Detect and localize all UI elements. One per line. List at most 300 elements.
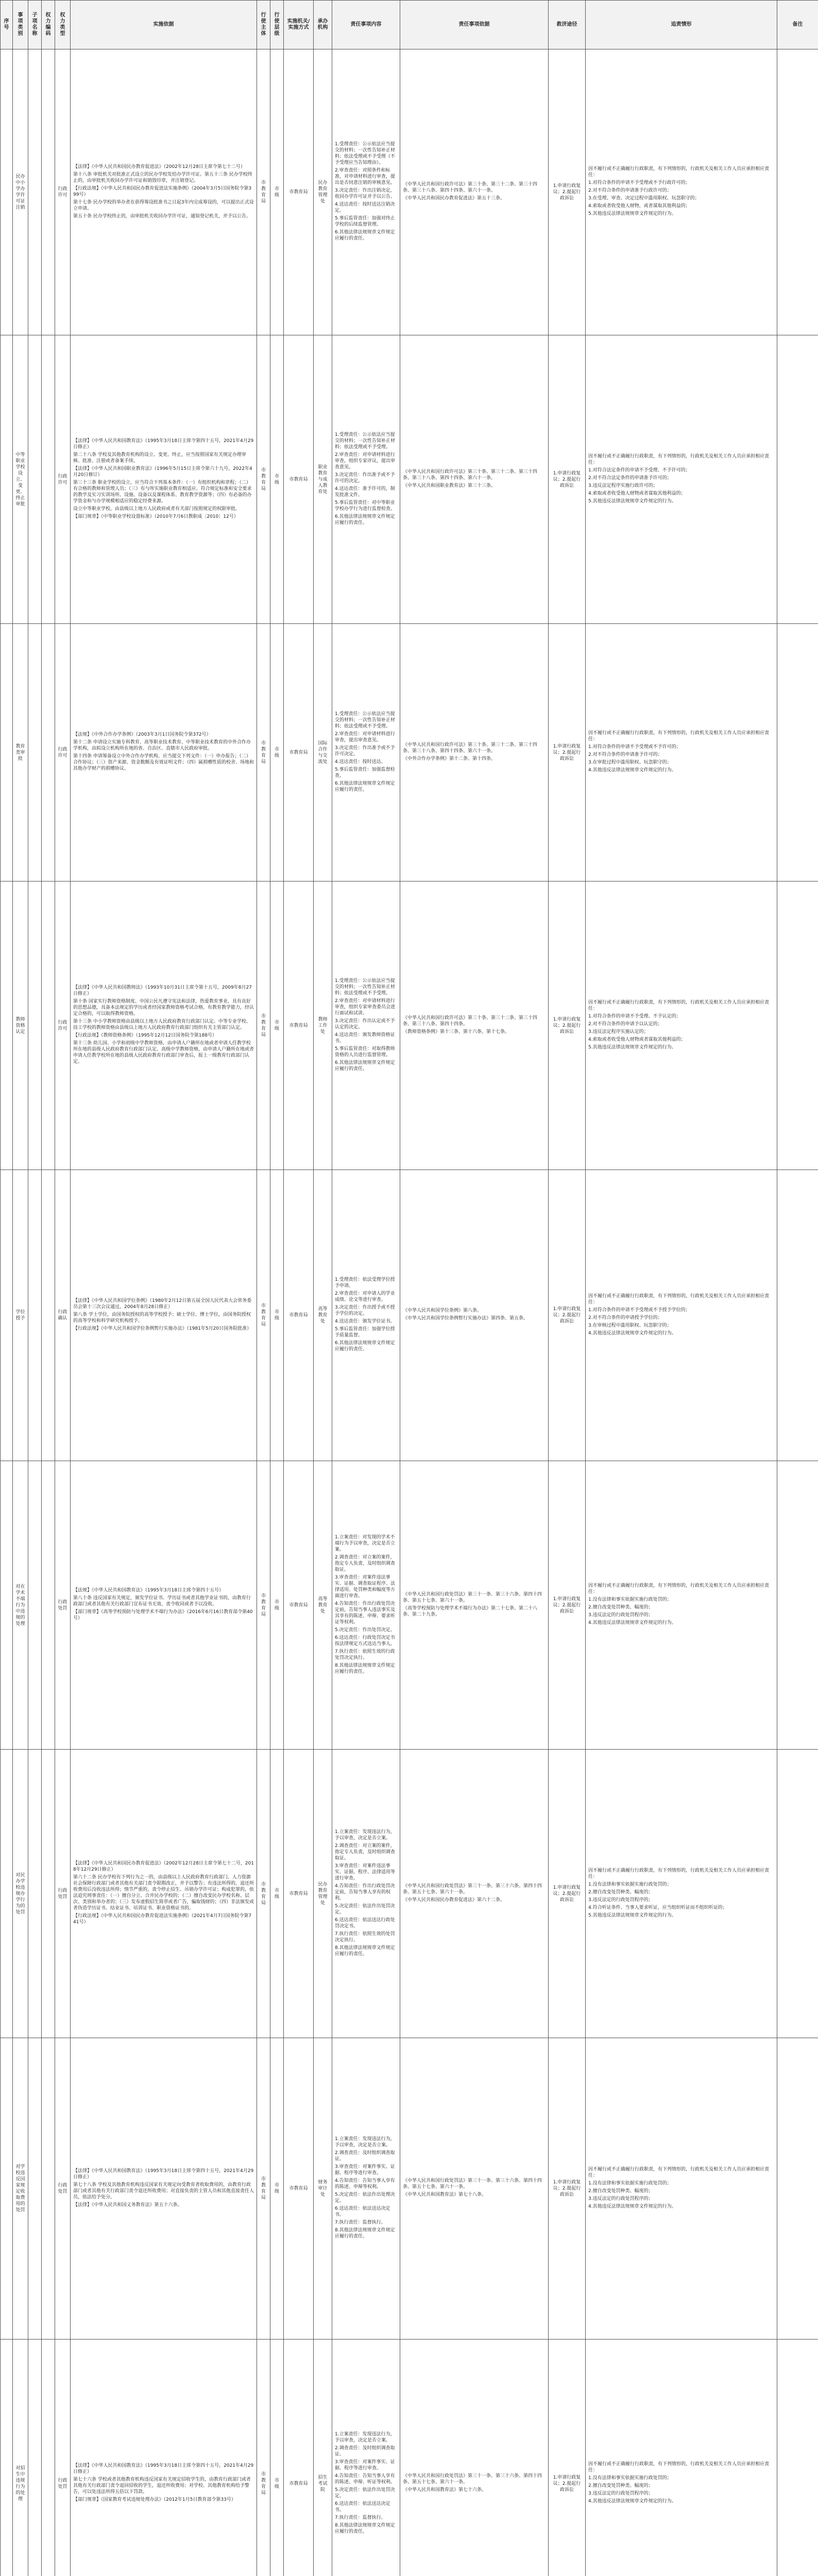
resp-paragraph: 6.其他法律法规规章文件规定应履行的责任。: [335, 514, 395, 526]
remedy-cell: 1.申请行政复议；2.提起行政诉讼: [549, 1170, 586, 1461]
remedy-cell: 1.申请行政复议；2.提起行政诉讼: [549, 882, 586, 1170]
reason-paragraph: 因不履行或不正确履行行政职责，有下列情形的，行政机关及相关工作人员应承担相应责任：: [588, 1868, 770, 1879]
reason-cell: [586, 1750, 777, 2038]
table-row: [1, 1750, 818, 2038]
resp-paragraph: 8.其他法律法规规章文件规定应履行的责任。: [335, 1663, 395, 1674]
resp-paragraph: 6.其他法律法规规章文件规定应履行的责任。: [335, 230, 395, 241]
subitem-cell: [28, 2340, 42, 2576]
reason-paragraph: 2.擅自改变处罚种类、幅度的；: [588, 1605, 653, 1610]
resp-paragraph: 5.决定责任：作出处罚决定。: [335, 1627, 395, 1633]
resp-paragraph: 4.告知责任：告知当事人享有的陈述、申辩等权利。: [335, 2178, 395, 2190]
code-cell: [42, 624, 55, 882]
resp-basis-paragraph: 《高等学校预防与处理学术不端行为办法》第二十七条、第二十八条、第二十九条。: [403, 1605, 538, 1617]
basis-paragraph: 【法律】《中华人民共和国学位条例》（1980年2月12日第五届全国人民代表大会常务委员会第十三次会议通过，2004年8月28日修正）: [73, 1298, 252, 1310]
reason-paragraph: 2.对不符合条件的申请准予行政许可的；: [588, 188, 672, 193]
manner-cell: 市教育局: [284, 882, 314, 1170]
resp-basis-cell: [400, 1170, 549, 1461]
basis-paragraph: 【法律】《中华人民共和国教育法》（1995年3月18日主席令第四十五号，2021年4月29日修正）: [73, 2463, 254, 2475]
reason-cell: [586, 624, 777, 882]
type-cell: 行政处罚: [55, 2340, 71, 2576]
level-cell: 市级: [270, 2340, 284, 2576]
reason-paragraph: 3.违反法定的行政处罚程序的；: [588, 2491, 653, 2496]
reason-paragraph: 因不履行或不正确履行行政职责，有下列情形的，行政机关及相关工作人员应承担相应责任：: [588, 453, 770, 465]
basis-paragraph: 第二十八条 学校及其他教育机构的设立、变更、终止，应当按照国家有关规定办理审核、批准、注册或者备案手续。: [73, 452, 246, 464]
basis-cell: [71, 49, 257, 335]
basis-paragraph: 【法律】《中华人民共和国职业教育法》（1996年5月15日主席令第六十九号，2022年4月20日修订）: [73, 466, 252, 478]
resp-paragraph: 5.事后监管责任：对中等职业学校办学行为进行监督检查。: [335, 500, 396, 512]
resp-paragraph: 3.决定责任：作出授予或不授予学位的决定。: [335, 1305, 395, 1316]
subject-cell: 市教育局: [257, 882, 270, 1170]
basis-paragraph: 第十三条 幼儿园、小学和初级中学教师资格，由申请人户籍所在地或者申请人任教学校所在地的县级人民政府教育行政部门认定。高级中学教师资格，由申请人户籍所在地或者申请人任教学校所在地的县级人民政府教育行政部门审查后，报上一级教育行政部门认定。: [73, 1041, 254, 1064]
header-remedy: 救济途径: [549, 1, 586, 49]
resp-paragraph: 1.立案责任：对发现的学术不端行为予以审查，决定是否立案。: [335, 1534, 396, 1552]
note-cell: [777, 2038, 818, 2340]
basis-paragraph: 【法律】《中华人民共和国义务教育法》第五十六条。: [73, 2202, 182, 2208]
header-row: [1, 1, 818, 49]
resp-basis-cell: [400, 2340, 549, 2576]
resp-basis-cell: [400, 1461, 549, 1750]
basis-paragraph: 第十八条 审批机关对批准正式设立的民办学校发给办学许可证。第五十三条 民办学校终止的，由审批机关收回办学许可证和销毁印章，并注销登记。: [73, 172, 252, 183]
reason-paragraph: 5.其他违反法律法规规章文件规定的行为。: [588, 1044, 676, 1050]
basis-cell: [71, 335, 257, 624]
header-level: 行使层级: [270, 1, 284, 49]
resp-paragraph: 8.其他法律法规规章文件规定应履行的责任。: [335, 2228, 395, 2239]
dept-cell: 国际合作与交流处: [314, 624, 332, 882]
basis-cell: [71, 2038, 257, 2340]
type-cell: 行政处罚: [55, 1750, 71, 2038]
header-basis: 实施依据: [71, 1, 257, 49]
table-row: [1, 49, 818, 335]
note-cell: [777, 1461, 818, 1750]
basis-cell: [71, 1170, 257, 1461]
basis-paragraph: 【部门规章】《国家教育考试违规处理办法》（2012年1月5日教育部令第33号）: [73, 2497, 236, 2502]
subject-cell: 市教育局: [257, 2038, 270, 2340]
note-cell: [777, 882, 818, 1170]
note-cell: [777, 1750, 818, 2038]
remedy-cell: 1.申请行政复议；2.提起行政诉讼: [549, 2340, 586, 2576]
resp-paragraph: 4.送达责任：按时送达注销决定。: [335, 202, 395, 213]
header-subject: 行使主体: [257, 1, 270, 49]
resp-basis-paragraph: 《中华人民共和国教育法》第七十六条。: [403, 2487, 487, 2493]
basis-paragraph: 第五十条 民办学校终止的，由审批机关收回办学许可证，通知登记机关，并予以公告。: [73, 213, 251, 219]
type-cell: 行政处罚: [55, 1461, 71, 1750]
basis-paragraph: 第六十二条 民办学校有下列行为之一的，由县级以上人民政府教育行政部门、人力资源社会保障行政部门或者其他有关部门责令限期改正，并予以警告；有违法所得的，退还所收费用后没收违法所得；情节严重的，责令停止招生、吊销办学许可证；构成犯罪的，依法追究刑事责任：（一）擅自分立、合并民办学校的；（二）擅自改变民办学校名称、层次、类别和举办者的；（三）发布虚假招生简章或者广告，骗取钱财的；（四）非法颁发或者伪造学历证书、结业证书、培训证书、职业资格证书的。: [73, 1875, 254, 1911]
resp-paragraph: 6.其他法律法规规章文件规定应履行的责任。: [335, 1341, 395, 1352]
seq-cell: [1, 2340, 13, 2576]
basis-paragraph: 【法律】《中华人民共和国教育法》（1995年3月18日主席令第四十五号，2021年4月29日修正）: [73, 438, 254, 450]
reason-paragraph: 3.在审核过程中滥用职权、玩忽职守的；: [588, 1323, 672, 1328]
reason-paragraph: 3.在审批过程中滥用职权、玩忽职守的；: [588, 760, 672, 765]
resp-paragraph: 5.事后监管责任：加强监督检查。: [335, 767, 395, 778]
basis-paragraph: 第八条 学士学位，由国务院授权的高等学校授予；硕士学位、博士学位，由国务院授权的高等学校和科学研究机构授予。: [73, 1312, 251, 1324]
header-subitem: 子项名称: [28, 1, 42, 49]
table-row: [1, 1170, 818, 1461]
basis-paragraph: 【行政法规】《中华人民共和国民办教育促进法实施条例》（2004年3月5日国务院令第399号）: [73, 185, 252, 197]
table-body: [1, 49, 818, 2576]
reason-cell: [586, 335, 777, 624]
seq-cell: [1, 1170, 13, 1461]
resp-paragraph: 4.告知责任：作出行政处罚决定前，告知当事人违法事实及其享有的陈述、申辩、要求听证等权利。: [335, 1601, 396, 1625]
remedy-cell: 1.申请行政复议；2.提起行政诉讼: [549, 1750, 586, 2038]
resp-paragraph: 2.审查责任：对申请材料进行审查，提出审查意见。: [335, 731, 395, 743]
resp-basis-paragraph: 《中华人民共和国学位条例》第八条。: [403, 1308, 482, 1313]
reason-paragraph: 3.违反法定的行政处罚程序的；: [588, 2196, 653, 2201]
category-cell: 对民办学校违规办学行为的处罚: [13, 1750, 28, 2038]
manner-cell: 市教育局: [284, 1170, 314, 1461]
table-row: [1, 882, 818, 1170]
resp-paragraph: 4.送达责任：准予许可的，制发批准文件。: [335, 486, 395, 498]
code-cell: [42, 335, 55, 624]
reason-cell: [586, 1461, 777, 1750]
resp-basis-cell: [400, 2038, 549, 2340]
basis-paragraph: 【部门规章】《中等职业学校设置标准》（2010年7月6日教职成〔2010〕12号）: [73, 514, 238, 519]
header-note: 备注: [777, 1, 818, 49]
dept-cell: 招生考试院: [314, 2340, 332, 2576]
resp-basis-paragraph: 《中华人民共和国行政处罚法》第三十一条、第三十六条、第四十四条、第五十七条、第六十一条。: [403, 1883, 542, 1895]
table-row: [1, 335, 818, 624]
dept-cell: 高等教育处: [314, 1461, 332, 1750]
resp-paragraph: 3.审查责任：对案件违法事实、证据、调查取证程序、法律适用、处罚种类和幅度等方面进行审查。: [335, 1574, 396, 1599]
resp-basis-paragraph: 《中华人民共和国行政许可法》第三十条、第三十二条、第三十四条、第三十八条、第四十四条、第六十一条。: [403, 182, 538, 193]
subitem-cell: [28, 2038, 42, 2340]
resp-paragraph: 2.审查责任：对照条件和标准，对申请材料进行审查，提出是否同意注销的审核意见。: [335, 168, 396, 185]
reason-paragraph: 1.对符合条件的申请不予受理或不予许可的；: [588, 744, 681, 750]
seq-cell: [1, 1461, 13, 1750]
note-cell: [777, 1170, 818, 1461]
reason-paragraph: 3.在受理、审查、决定过程中滥用职权、玩忽职守的；: [588, 196, 700, 201]
basis-paragraph: 第十条 国家实行教师资格制度。中国公民凡遵守宪法和法律，热爱教育事业，具有良好的思想品德，具备本法规定的学历或者经国家教师资格考试合格，有教育教学能力，经认定合格的，可以取得教师资格。: [73, 999, 254, 1016]
resp-cell: [332, 2340, 400, 2576]
basis-paragraph: 设立中等职业学校，由县级以上地方人民政府或者有关部门按照规定的权限审批。: [73, 506, 241, 512]
reason-cell: [586, 1170, 777, 1461]
resp-basis-cell: [400, 49, 549, 335]
header-resp-basis: 责任事项依据: [400, 1, 549, 49]
reason-paragraph: 因不履行或不正确履行行政职责，有下列情形的，行政机关及相关工作人员应承担相应责任：: [588, 1293, 770, 1305]
category-cell: 学位授予: [13, 1170, 28, 1461]
reason-paragraph: 2.擅自改变处罚种类、幅度的；: [588, 1889, 653, 1895]
type-cell: 行政许可: [55, 335, 71, 624]
basis-cell: [71, 1461, 257, 1750]
reason-paragraph: 4.其他违反法律法规规章文件规定的行为。: [588, 2204, 676, 2209]
category-cell: 对学校违反国家规定收取费用的处罚: [13, 2038, 28, 2340]
type-cell: 行政许可: [55, 49, 71, 335]
note-cell: [777, 624, 818, 882]
resp-basis-paragraph: 《教师资格条例》第十三条、第十六条、第十七条。: [403, 1029, 510, 1035]
level-cell: 市级: [270, 2038, 284, 2340]
resp-basis-paragraph: 《中华人民共和国学位条例暂行实施办法》第四条、第五条。: [403, 1316, 529, 1321]
reason-paragraph: 1.对符合条件的申请不予受理或不予行政许可的；: [588, 180, 690, 185]
seq-cell: [1, 49, 13, 335]
type-cell: 行政许可: [55, 624, 71, 882]
reason-paragraph: 3.违反法定程序实施行政许可的；: [588, 483, 658, 488]
resp-paragraph: 2.调查责任：及时组织调查取证。: [335, 2150, 395, 2162]
resp-cell: [332, 1461, 400, 1750]
seq-cell: [1, 882, 13, 1170]
resp-basis-paragraph: 《中华人民共和国行政处罚法》第三十一条、第三十六条、第四十四条、第五十七条、第六十一条。: [403, 1591, 542, 1603]
resp-paragraph: 1.立案责任：发现违法行为，予以审查，决定是否立案。: [335, 2431, 395, 2443]
code-cell: [42, 882, 55, 1170]
basis-paragraph: 【法规】《中华人民共和国教育法》（1995年3月18日主席令第四十五号）: [73, 1588, 224, 1593]
basis-paragraph: 【法律】《中华人民共和国民办教育促进法》（2002年12月28日主席令第七十二号）: [73, 164, 245, 170]
resp-basis-paragraph: 《中华人民共和国行政许可法》第三十条、第三十二条、第三十四条、第三十八条、第四十四条。: [403, 1015, 538, 1027]
basis-paragraph: 第八十条 违反国家有关规定，颁发学位证书、学历证书或者其他学业证书的，由教育行政部门或者其他有关行政部门宣布证书无效，责令收回或者予以没收。: [73, 1596, 251, 1607]
resp-paragraph: 1.立案责任：发现违法行为，予以审查，决定是否立案。: [335, 1829, 395, 1841]
reason-paragraph: 4.其他违反法律法规规章文件规定的行为。: [588, 1620, 676, 1625]
resp-paragraph: 7.执行责任：依照生效的处罚决定执行。: [335, 1931, 395, 1943]
reason-paragraph: 1.没有法律和事实依据实施行政处罚的；: [588, 1597, 672, 1602]
resp-paragraph: 6.送达责任：依法送达决定书。: [335, 2206, 390, 2217]
resp-paragraph: 5.事后监管责任：对取得教师资格的人员进行监督管理。: [335, 1046, 395, 1058]
subitem-cell: [28, 335, 42, 624]
header-code: 权力编码: [42, 1, 55, 49]
level-cell: 市级: [270, 882, 284, 1170]
remedy-cell: 1.申请行政复议；2.提起行政诉讼: [549, 1461, 586, 1750]
resp-basis-paragraph: 《中华人民共和国教育法》第七十八条。: [403, 2192, 487, 2197]
resp-paragraph: 2.调查责任：及时组织调查取证。: [335, 2445, 395, 2457]
resp-cell: [332, 49, 400, 335]
reason-paragraph: 1.没有法律和事实依据实施行政处罚的；: [588, 2180, 672, 2186]
reason-paragraph: 1.对符合条件的申请不予受理、不予认定的；: [588, 1013, 681, 1019]
reason-paragraph: 2.对不符合条件的申请授予学位的；: [588, 1315, 662, 1320]
category-cell: 中等职业学校设立、变更、终止审批: [13, 335, 28, 624]
resp-paragraph: 5.事后监管责任：加强对终止学校的后续监督管理。: [335, 216, 395, 227]
reason-paragraph: 2.对不符合法定条件的申请准予许可的；: [588, 475, 672, 481]
reason-paragraph: 4.符合听证条件、当事人要求听证，应当组织听证而不组织听证的；: [588, 1905, 727, 1910]
resp-paragraph: 1.受理责任：依法受理学位授予申请。: [335, 1277, 395, 1289]
code-cell: [42, 49, 55, 335]
resp-basis-cell: [400, 1750, 549, 2038]
resp-paragraph: 1.受理责任：公示依法应当提交的材料；一次性告知补正材料；依法受理或不予受理（不予受理应当告知理由）。: [335, 142, 396, 165]
resp-paragraph: 5.事后监管责任：加强学位授予质量监督。: [335, 1327, 395, 1338]
dept-cell: 职业教育与成人教育处: [314, 335, 332, 624]
subitem-cell: [28, 1170, 42, 1461]
type-cell: 行政处罚: [55, 2038, 71, 2340]
dept-cell: 民办教育管理处: [314, 49, 332, 335]
resp-paragraph: 3.决定责任：作出准予或不予许可的决定。: [335, 472, 395, 484]
remedy-cell: 1.申请行政复议；2.提起行政诉讼: [549, 49, 586, 335]
resp-paragraph: 4.送达责任：按时送达。: [335, 759, 386, 765]
table-row: [1, 2038, 818, 2340]
level-cell: 市级: [270, 1461, 284, 1750]
remedy-cell: 1.申请行政复议；2.提起行政诉讼: [549, 624, 586, 882]
resp-paragraph: 1.受理责任：公示依法应当提交的材料；一次性告知补正材料；依法受理或不予受理。: [335, 711, 396, 729]
subitem-cell: [28, 49, 42, 335]
resp-paragraph: 4.送达责任：颁发学位证书。: [335, 1319, 395, 1324]
manner-cell: 市教育局: [284, 2038, 314, 2340]
subject-cell: 市教育局: [257, 335, 270, 624]
reason-cell: [586, 49, 777, 335]
level-cell: 市级: [270, 1170, 284, 1461]
reason-paragraph: 因不履行或不正确履行行政职责，有下列情形的，行政机关及相关工作人员应承担相应责任：: [588, 2462, 770, 2473]
resp-paragraph: 2.审查责任：对申请材料进行审查，组织专家评议，提出审查意见。: [335, 452, 396, 470]
subject-cell: 市教育局: [257, 1461, 270, 1750]
reason-paragraph: 因不履行或不正确履行行政职责，有下列情形的，行政机关及相关工作人员应承担相应责任：: [588, 999, 770, 1011]
reason-paragraph: 4.索取或者收受他人财物，或者谋取其他利益的；: [588, 204, 690, 209]
basis-paragraph: 【行政法规】《中华人民共和国民办教育促进法实施条例》（2021年4月7日国务院令第741号）: [73, 1913, 252, 1925]
resp-basis-paragraph: 《中华人民共和国民办教育促进法》第六十二条。: [403, 1897, 505, 1903]
reason-paragraph: 3.违反法定程序实施认定的；: [588, 1029, 649, 1035]
resp-paragraph: 3.决定责任：作出注销决定，收回办学许可证并予以公告。: [335, 188, 396, 199]
seq-cell: [1, 335, 13, 624]
resp-cell: [332, 1750, 400, 2038]
reason-paragraph: 1.对符合条件的申请不予受理或不予授予学位的；: [588, 1307, 690, 1313]
resp-cell: [332, 2038, 400, 2340]
level-cell: 市级: [270, 335, 284, 624]
code-cell: [42, 1750, 55, 2038]
resp-paragraph: 3.审查责任：对案件事实、证据、程序等进行审查。: [335, 2459, 395, 2471]
basis-paragraph: 第十三条 中小学教师资格由县级以上地方人民政府教育行政部门认定。中等专业学校、技工学校的教师资格由县级以上地方人民政府教育行政部门组织有关主管部门认定。: [73, 1019, 251, 1030]
basis-paragraph: 【部门规章】《高等学校预防与处理学术不端行为办法》（2016年6月16日教育部令第40号）: [73, 1609, 253, 1621]
resp-paragraph: 5.决定责任：依法作出处罚决定。: [335, 2487, 395, 2499]
basis-paragraph: 【行政法规】《教师资格条例》（1995年12月12日国务院令第188号）: [73, 1033, 217, 1038]
resp-basis-paragraph: 《中华人民共和国行政处罚法》第三十一条、第三十六条、第四十四条、第五十七条、第六十一条。: [403, 2178, 542, 2190]
resp-paragraph: 2.审查责任：对申请材料进行审查，组织专家审查委员会进行面试和试讲。: [335, 998, 396, 1016]
category-cell: 对在学术不端行为中违规的处理: [13, 1461, 28, 1750]
manner-cell: 市教育局: [284, 335, 314, 624]
resp-paragraph: 7.执行责任：监督执行。: [335, 2515, 386, 2520]
header-type: 权力类型: [55, 1, 71, 49]
manner-cell: 市教育局: [284, 2340, 314, 2576]
reason-paragraph: 4.其他违反法律法规规章文件规定的行为。: [588, 768, 676, 773]
basis-paragraph: 【法律】《中华人民共和国教育法》（1995年3月18日主席令第四十五号，2021年4月29日修正）: [73, 2168, 254, 2180]
resp-basis-cell: [400, 335, 549, 624]
code-cell: [42, 2340, 55, 2576]
reason-paragraph: 4.索取或者收受他人财物或者谋取其他利益的；: [588, 490, 686, 496]
type-cell: 行政许可: [55, 882, 71, 1170]
resp-paragraph: 2.调查责任：对立案的案件，指定专人负责，及时组织调查取证。: [335, 1843, 396, 1861]
subject-cell: 市教育局: [257, 2340, 270, 2576]
reason-paragraph: 3.违反法定的行政处罚程序的；: [588, 1613, 653, 1618]
resp-paragraph: 6.其他法律法规规章文件规定应履行的责任。: [335, 781, 395, 792]
note-cell: [777, 2340, 818, 2576]
header-reason: 追责情形: [586, 1, 777, 49]
reason-paragraph: 因不履行或不正确履行行政职责，有下列情形的，行政机关及相关工作人员应承担相应责任：: [588, 731, 770, 742]
subject-cell: 市教育局: [257, 1750, 270, 2038]
dept-cell: 财务审计处: [314, 2038, 332, 2340]
basis-paragraph: 【行政法规】《中华人民共和国学位条例暂行实施办法》（1981年5月20日国务院批准）: [73, 1326, 252, 1331]
resp-paragraph: 6.其他法律法规规章文件规定应履行的责任。: [335, 1060, 395, 1072]
resp-paragraph: 7.执行责任：依照生效的行政处罚决定执行。: [335, 1649, 395, 1660]
header-manner: 实施机关/实施方式: [284, 1, 314, 49]
dept-cell: 高等教育处: [314, 1170, 332, 1461]
reason-paragraph: 3.违反法定的行政处罚程序的；: [588, 1897, 653, 1903]
resp-basis-cell: [400, 882, 549, 1170]
header-seq: 序号: [1, 1, 13, 49]
note-cell: [777, 49, 818, 335]
reason-paragraph: 5.其他违反法律法规规章文件规定的行为。: [588, 1912, 676, 1918]
reason-paragraph: 5.其他违反法律法规规章文件规定的行为。: [588, 211, 676, 216]
seq-cell: [1, 1750, 13, 2038]
resp-paragraph: 6.送达责任：依法送达决定书。: [335, 2501, 390, 2513]
resp-paragraph: 3.审查责任：对案件事实、证据、程序等进行审查。: [335, 2164, 395, 2176]
resp-paragraph: 2.审查责任：对申请人的学业成绩、论文等进行审查。: [335, 1291, 395, 1302]
table-row: [1, 2340, 818, 2576]
resp-paragraph: 4.送达责任：颁发教师资格证书。: [335, 1032, 395, 1044]
resp-cell: [332, 1170, 400, 1461]
basis-cell: [71, 882, 257, 1170]
category-cell: 教育类审批: [13, 624, 28, 882]
resp-basis-paragraph: 《中华人民共和国行政许可法》第三十条、第三十二条、第三十四条、第三十八条、第四十四条、第六十一条。: [403, 742, 538, 754]
reason-paragraph: 因不履行或不正确履行行政职责，有下列情形的，行政机关及相关工作人员应承担相应责任：: [588, 1583, 770, 1595]
resp-basis-paragraph: 《中华人民共和国行政许可法》第三十条、第三十二条、第三十四条、第三十八条、第四十四条、第六十一条。: [403, 469, 538, 481]
reason-paragraph: 4.其他违反法律法规规章文件规定的行为。: [588, 1330, 676, 1336]
basis-cell: [71, 2340, 257, 2576]
reason-paragraph: 因不履行或不正确履行行政职责，有下列情形的，行政机关及相关工作人员应承担相应责任：: [588, 2166, 770, 2178]
header-category: 事项类别: [13, 1, 28, 49]
reason-paragraph: 1.没有法律和事实依据实施行政处罚的；: [588, 2476, 672, 2481]
reason-paragraph: 因不履行或不正确履行行政职责，有下列情形的，行政机关及相关工作人员应承担相应责任：: [588, 166, 770, 178]
resp-basis-paragraph: 《中外合作办学条例》第十二条、第十四条。: [403, 756, 496, 761]
resp-paragraph: 2.调查责任：对立案的案件，指定专人负责，及时组织调查取证。: [335, 1554, 396, 1572]
basis-paragraph: 第七十六条 学校或者其他教育机构违反国家有关规定招收学生的，由教育行政部门或者其他有关行政部门责令退回招收的学生，退还所收费用；对学校、其他教育机构给予警告，可以处违法所得五倍以下罚款。: [73, 2477, 251, 2495]
resp-paragraph: 5.决定责任：依法作出处罚决定。: [335, 1903, 395, 1915]
remedy-cell: 1.申请行政复议；2.提起行政诉讼: [549, 335, 586, 624]
subitem-cell: [28, 1461, 42, 1750]
resp-paragraph: 5.决定责任：依法作出处理决定。: [335, 2192, 395, 2204]
basis-paragraph: 【法规】《中外合作办学条例》（2003年3月1日国务院令第372号）: [73, 732, 211, 737]
subject-cell: 市教育局: [257, 49, 270, 335]
resp-paragraph: 1.受理责任：公示依法应当提交的材料；一次性告知补正材料；依法受理或不予受理。: [335, 978, 396, 996]
level-cell: 市级: [270, 1750, 284, 2038]
basis-cell: [71, 624, 257, 882]
reason-paragraph: 1.对符合法定条件的申请不予受理、不予许可的；: [588, 467, 690, 473]
reason-cell: [586, 882, 777, 1170]
resp-paragraph: 1.立案责任：发现违法行为，予以审查，决定是否立案。: [335, 2137, 395, 2148]
reason-cell: [586, 2038, 777, 2340]
subitem-cell: [28, 624, 42, 882]
resp-cell: [332, 882, 400, 1170]
basis-paragraph: 第十二条 申请设立实施专科教育、高等职业技术教育、中等职业技术教育的中外合作办学机构，由拟设立机构所在地的省、自治区、直辖市人民政府审批。: [73, 740, 251, 751]
reason-cell: [586, 2340, 777, 2576]
basis-paragraph: 第十四条 申请筹备设立中外合作办学机构，应当提交下列文件：（一）申办报告；（二）合作协议；（三）资产来源、资金数额及有效证明文件；（四）属捐赠性质的校舍、场地和其他办学财产的捐赠协议。: [73, 754, 254, 771]
resp-paragraph: 1.受理责任：公示依法应当提交的材料；一次性告知补正材料；依法受理或不予受理。: [335, 432, 396, 450]
category-cell: 对招生中违规行为的处理: [13, 2340, 28, 2576]
type-cell: 行政确认: [55, 1170, 71, 1461]
subitem-cell: [28, 1750, 42, 2038]
resp-paragraph: 8.其他法律法规规章文件规定应履行的责任。: [335, 1945, 395, 1957]
code-cell: [42, 1461, 55, 1750]
resp-paragraph: 6.送达责任：依法送达行政处罚决定书。: [335, 1917, 395, 1929]
basis-paragraph: 【法律】《中华人民共和国民办教育促进法》（2002年12月28日主席令第七十二号，2018年12月29日修正）: [73, 1861, 254, 1872]
basis-paragraph: 第三十三条 职业学校的设立，应当符合下列基本条件：（一）有组织机构和章程；（二）有合格的教师和管理人员；（三）有与所实施职业教育相适应、符合规定标准和安全要求的教学及实习实训场所、设施、设备以及课程体系、教育教学资源等；（四）有必备的办学资金和与办学规模相适应的稳定经费来源。: [73, 480, 252, 504]
header-dept: 承办机构: [314, 1, 332, 49]
resp-basis-paragraph: 《中华人民共和国行政处罚法》第三十一条、第三十六条、第四十四条、第五十七条、第六十一条。: [403, 2473, 542, 2485]
level-cell: 市级: [270, 49, 284, 335]
resp-paragraph: 8.其他法律法规规章文件规定应履行的责任。: [335, 2522, 395, 2534]
reason-paragraph: 1.没有法律和事实依据实施行政处罚的；: [588, 1882, 672, 1887]
manner-cell: 市教育局: [284, 1461, 314, 1750]
dept-cell: 教师工作处: [314, 882, 332, 1170]
resp-paragraph: 3.决定责任：作出认定或不予认定的决定。: [335, 1018, 395, 1030]
resp-basis-paragraph: 《中华人民共和国职业教育法》第三十三条。: [403, 483, 496, 488]
subject-cell: 市教育局: [257, 624, 270, 882]
header-resp: 责任事项内容: [332, 1, 400, 49]
category-cell: 民办中小学办学许可证注销: [13, 49, 28, 335]
basis-paragraph: 第七十八条 学校及其他教育机构违反国家有关规定向受教育者收取费用的，由教育行政部门或者其他有关行政部门责令退还所收费用；对直接负责的主管人员和其他直接责任人员，依法给予处分。: [73, 2182, 254, 2200]
reason-paragraph: 4.其他违反法律法规规章文件规定的行为。: [588, 2499, 676, 2504]
basis-cell: [71, 1750, 257, 2038]
reason-paragraph: 2.对不符合条件的申请予以认定的；: [588, 1021, 662, 1027]
reason-paragraph: 2.对不符合条件的申请准予许可的；: [588, 752, 662, 757]
manner-cell: 市教育局: [284, 49, 314, 335]
code-cell: [42, 2038, 55, 2340]
resp-basis-cell: [400, 624, 549, 882]
reason-paragraph: 4.索取或者收受他人财物或者谋取其他利益的；: [588, 1037, 686, 1042]
basis-paragraph: 【法律】《中华人民共和国教师法》（1993年10月31日主席令第十五号，2009年8月27日修正）: [73, 985, 252, 996]
remedy-cell: 1.申请行政复议；2.提起行政诉讼: [549, 2038, 586, 2340]
resp-paragraph: 3.审查责任：对案件违法事实、证据、程序、法律适用等进行审查。: [335, 1863, 396, 1881]
level-cell: 市级: [270, 624, 284, 882]
